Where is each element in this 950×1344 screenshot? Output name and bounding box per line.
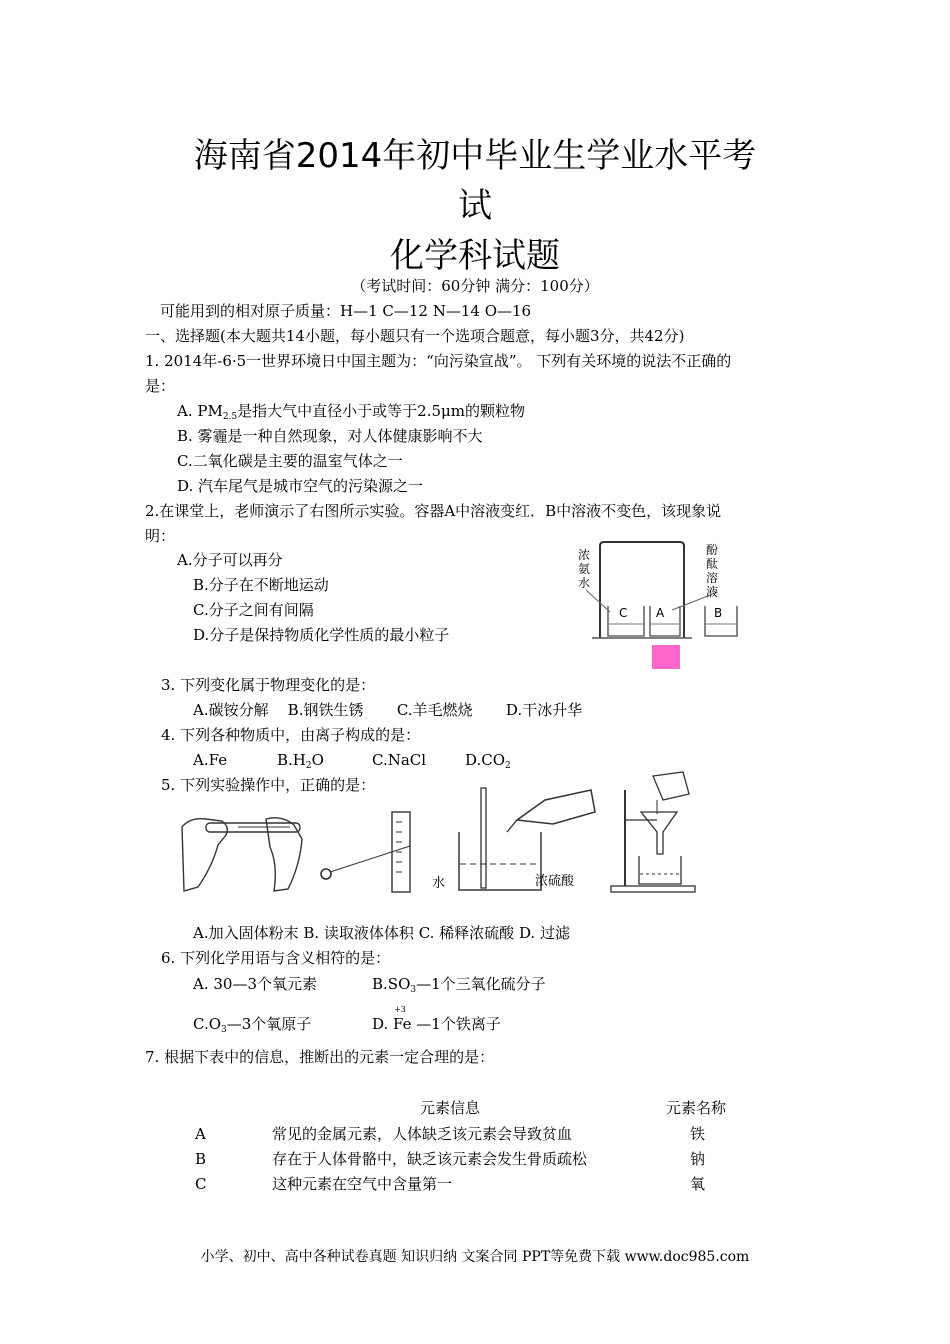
- q1-stem-b: 是：: [145, 377, 176, 395]
- q7-header-info: 元素信息: [420, 1099, 481, 1117]
- q5-fig-dilute-acid: [455, 786, 600, 896]
- q1-option-a: A. $PM_{2.5}$是指大气中直径小于或等于2.5μm的颗粒物: [177, 402, 525, 422]
- q1-stem-a: 1. 2014年-6·5一世界环境日中国主题为：“向污染宣战”。 下列有关环境的说法不正确的: [145, 352, 732, 370]
- q2-beaker-a-label: A: [656, 606, 665, 620]
- q1-option-d: D. 汽车尾气是城市空气的污染源之一: [177, 477, 424, 495]
- q5-fig-water-label: 水: [432, 876, 446, 891]
- q7-row-b-info: 存在于人体骨骼中，缺乏该元素会发生骨质疏松: [272, 1150, 588, 1168]
- q6-option-c: $C.O_3—3$个氧原子: [193, 1015, 312, 1035]
- footer-link-text[interactable]: 小学、初中、高中各种试卷真题 知识归纳 文案合同 PPT等免费下载 www.doc985.com: [200, 1249, 750, 1265]
- page-title-line1: 海南省2014年初中毕业生学业水平考: [193, 136, 757, 176]
- q2-beaker-c-label: C: [619, 606, 628, 620]
- q7-header-name: 元素名称: [666, 1099, 727, 1117]
- q1-option-b: B. 雾霾是一种自然现象，对人体健康影响不大: [177, 427, 483, 445]
- q2-option-c: C.分子之间有间隔: [193, 601, 314, 619]
- page-title-line2: 试: [458, 186, 492, 226]
- q5-fig-powder-addition: [178, 805, 308, 895]
- q2-beaker-b-label: B: [714, 606, 723, 620]
- q2-option-b: B.分子在不断地运动: [193, 576, 329, 594]
- q6-stem: 6. 下列化学用语与含义相符的是：: [161, 949, 391, 967]
- q5-fig-filtration: [607, 770, 702, 895]
- page-subtitle: 化学科试题: [390, 236, 560, 276]
- q4-option-a: A.Fe: [193, 751, 228, 769]
- q2-option-d: D.分子是保持物质化学性质的最小粒子: [193, 626, 450, 644]
- q3-options: A.碳铵分解 B.钢铁生锈 C.羊毛燃烧 D.干冰升华: [193, 701, 583, 719]
- q2-ammonia-experiment-figure: [572, 540, 747, 670]
- q5-fig-graduated-cylinder: [316, 810, 426, 895]
- q2-stem-a: 2.在课堂上，老师演示了右图所示实验。容器A中溶液变红．B中溶液不变色，该现象说: [145, 502, 722, 520]
- q7-row-c-letter: C: [195, 1175, 207, 1193]
- q4-option-c: C.NaCl: [372, 751, 427, 769]
- q7-row-c-info: 这种元素在空气中含量第一: [272, 1175, 453, 1193]
- q7-row-a-letter: A: [195, 1125, 206, 1143]
- q5-options: A.加入固体粉末 B. 读取液体体积 C. 稀释浓硫酸 D. 过滤: [193, 924, 570, 942]
- section-header: 一、选择题(本大题共14小题，每小题只有一个选项合题意，每小题3分，共42分): [145, 327, 685, 345]
- q7-row-a-info: 常见的金属元素，人体缺乏该元素会导致贫血: [272, 1125, 573, 1143]
- q2-fig-phenol-label: 酚 酞 溶 液: [706, 543, 719, 599]
- q6-fe-charge: +3: [394, 1005, 406, 1014]
- q2-stem-b: 明：: [145, 527, 176, 545]
- q7-row-b-letter: B: [195, 1150, 207, 1168]
- q7-row-b-name: 钠: [690, 1150, 706, 1168]
- q6-option-a: A. 30—3个氧元素: [193, 975, 317, 993]
- q2-fig-ammonia-label: 浓 氨 水: [578, 548, 591, 590]
- q6-option-b: $B.SO_3—1$个三氧化硫分子: [372, 975, 546, 995]
- q6-option-d: D. Fe —1个铁离子: [372, 1015, 501, 1033]
- q7-row-a-name: 铁: [690, 1125, 706, 1143]
- atomic-masses: 可能用到的相对原子质量：H—1 C—12 N—14 O—16: [160, 302, 532, 320]
- q3-stem: 3. 下列变化属于物理变化的是：: [161, 676, 376, 694]
- q7-stem: 7. 根据下表中的信息，推断出的元素一定合理的是：: [145, 1048, 495, 1066]
- q5-fig-acid-label: 浓硫酸: [535, 874, 575, 889]
- q4-stem: 4. 下列各种物质中，由离子构成的是：: [161, 726, 421, 744]
- q5-stem: 5. 下列实验操作中，正确的是：: [161, 776, 376, 794]
- q1-option-c: C.二氧化碳是主要的温室气体之一: [177, 452, 403, 470]
- q2-highlight-mark: [652, 645, 680, 669]
- q2-option-a: A.分子可以再分: [177, 551, 283, 569]
- exam-info: （考试时间：60分钟 满分：100分）: [351, 277, 599, 295]
- q7-row-c-name: 氧: [690, 1175, 706, 1193]
- q4-option-d: $D.CO_2$: [465, 751, 511, 771]
- q4-option-b: $B.H_2O$: [277, 751, 324, 771]
